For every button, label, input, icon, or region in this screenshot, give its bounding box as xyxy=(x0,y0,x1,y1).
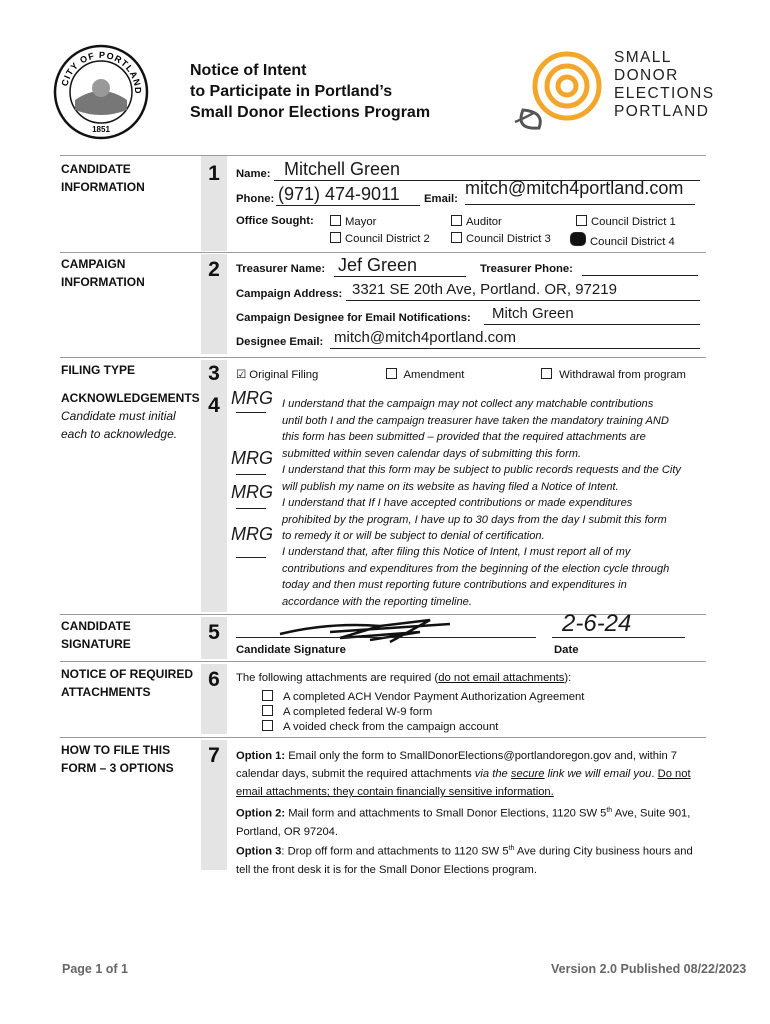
rule-3 xyxy=(60,357,706,358)
signature-line xyxy=(236,637,536,638)
treasurer-name-value: Jef Green xyxy=(338,255,418,275)
designee-email-label: Designee Email: xyxy=(236,336,324,348)
office-cd3[interactable] xyxy=(451,232,551,245)
option-3 xyxy=(236,840,711,879)
mayor-checkbox[interactable] xyxy=(330,215,341,226)
section-7-label xyxy=(61,741,174,777)
ack-3-prefix: I understand that xyxy=(282,497,366,509)
campaign-address-label: Campaign Address: xyxy=(236,288,343,300)
ack-4-line-1: I understand that, after filing this Notice of Intent, I must report all of my xyxy=(282,546,631,558)
office-mayor[interactable] xyxy=(330,215,376,228)
section-7-number: 7 xyxy=(208,744,220,767)
option-3-line-2: tell the front desk it is for the Small Donor Elections program. xyxy=(236,863,537,876)
option-3-line-1 xyxy=(236,840,711,861)
ack-4-line-4: accordance with the reporting timeline. xyxy=(282,595,472,608)
attachments-intro-underlined: do not email attachments xyxy=(438,672,565,684)
ack-3-line-1 xyxy=(282,495,710,512)
option-2-sup: th xyxy=(606,807,613,814)
section-4-number: 4 xyxy=(208,394,220,417)
cd4-label: Council District 4 xyxy=(590,236,675,248)
office-auditor[interactable] xyxy=(451,215,502,228)
ack-item-2 xyxy=(282,462,710,495)
title-line-2: to Participate in Portland’s xyxy=(190,83,393,100)
attachments-intro-end: ): xyxy=(564,672,572,684)
office-cd4[interactable] xyxy=(574,232,675,248)
option-2-label: Option 2: xyxy=(236,807,286,820)
rule-2 xyxy=(60,252,706,253)
email-value: mitch@mitch4portland.com xyxy=(465,178,684,198)
attachment-1-checkbox[interactable] xyxy=(262,690,273,701)
section-6-bar xyxy=(201,664,227,734)
ack-item-1 xyxy=(282,396,710,462)
section-1-bar xyxy=(201,156,227,251)
ack-3-line-1-text: If I have accepted contributions or made expenditures xyxy=(368,497,633,509)
attachment-item-3[interactable] xyxy=(262,720,498,733)
section-2-bar xyxy=(201,254,227,354)
section-2-label xyxy=(61,255,145,291)
ack-2-line-2: will publish my name on its website as having filed a Notice of Intent. xyxy=(282,480,619,493)
section-4-sub-2: each to acknowledge. xyxy=(61,427,178,441)
city-seal xyxy=(53,44,149,140)
campaign-address-value: 3321 SE 20th Ave, Portland. OR, 97219 xyxy=(352,281,617,298)
attachments-intro-text: The following attachments are required ( xyxy=(236,672,439,684)
date-label: Date xyxy=(554,644,579,656)
option-2-line-2: Portland, OR 97204. xyxy=(236,825,338,838)
section-1-label-line2: INFORMATION xyxy=(61,180,145,194)
cd3-label: Council District 3 xyxy=(466,233,551,245)
logo-line-3: ELECTIONS xyxy=(614,85,715,102)
treasurer-phone-field[interactable] xyxy=(582,261,698,276)
name-label: Name: xyxy=(236,168,271,180)
treasurer-name-field[interactable] xyxy=(334,255,466,277)
section-6-label-line1: NOTICE OF REQUIRED xyxy=(61,667,194,681)
option-1-do-not: Do not xyxy=(657,768,691,780)
option-3-sup: th xyxy=(508,845,515,852)
initials-3[interactable]: MRG xyxy=(231,482,273,502)
section-6-label xyxy=(61,665,193,701)
office-sought-label: Office Sought: xyxy=(236,215,314,227)
svg-text:CITY OF PORTLAND: CITY OF PORTLAND xyxy=(59,49,144,95)
section-5-number: 5 xyxy=(208,621,220,644)
filing-original[interactable] xyxy=(236,368,318,381)
initial-line-4 xyxy=(236,557,266,558)
ack-1-line-3: this form has been submitted – provided that the required attachments are xyxy=(282,431,646,444)
designee-email-field[interactable] xyxy=(330,329,700,349)
original-label: Original Filing xyxy=(249,369,319,381)
section-3-label: FILING TYPE xyxy=(61,363,136,377)
filing-withdrawal[interactable] xyxy=(541,368,686,381)
section-1-number: 1 xyxy=(208,162,220,185)
section-2-label-line2: INFORMATION xyxy=(61,275,145,289)
initial-line-3 xyxy=(236,508,266,509)
ack-3-line-2: prohibited by the program, I have up to 30 days from the day I submit this form xyxy=(282,513,667,526)
cd2-label: Council District 2 xyxy=(345,233,430,245)
designee-email-value: mitch@mitch4portland.com xyxy=(334,329,516,346)
option-1-line-3: email attachments; they contain financially sensitive information. xyxy=(236,786,554,798)
attachment-item-1[interactable] xyxy=(262,690,584,703)
ack-4-line-2: contributions and expenditures from the beginning of the election cycle through xyxy=(282,562,670,575)
designee-value: Mitch Green xyxy=(492,305,574,322)
mayor-label: Mayor xyxy=(345,216,377,228)
logo-line-2: DONOR xyxy=(614,67,679,84)
cd4-checkbox-checked[interactable] xyxy=(570,232,586,246)
withdrawal-checkbox[interactable] xyxy=(541,368,552,379)
phone-label: Phone: xyxy=(236,193,275,205)
option-1 xyxy=(236,747,711,801)
option-2-line-1 xyxy=(236,802,711,823)
initials-1[interactable]: MRG xyxy=(231,388,273,408)
attachments-intro xyxy=(236,672,571,684)
designee-field[interactable] xyxy=(484,305,700,325)
form-title xyxy=(190,60,430,123)
cd1-label: Council District 1 xyxy=(591,216,676,228)
attachment-item-2[interactable] xyxy=(262,705,432,718)
option-2 xyxy=(236,802,711,841)
option-3-text-a: : Drop off form and attachments to 1120 SW 5 xyxy=(281,845,509,858)
option-3-label: Option 3 xyxy=(236,845,282,858)
section-5-bar xyxy=(201,617,227,659)
option-1-secure: secure xyxy=(510,768,545,780)
section-4-label xyxy=(61,389,200,443)
section-2-number: 2 xyxy=(208,258,220,281)
option-1-text-a: Email only the form to SmallDonorElections@portlandoregon.gov and, within 7 xyxy=(288,750,678,762)
svg-text:1851: 1851 xyxy=(92,125,110,134)
option-1-text-b5: . xyxy=(651,768,658,780)
cd2-checkbox[interactable] xyxy=(330,232,341,243)
original-checkbox-checked[interactable]: ☑ xyxy=(236,369,247,381)
section-5-label-line1: CANDIDATE xyxy=(61,619,131,633)
rule-7 xyxy=(60,737,706,738)
treasurer-name-label: Treasurer Name: xyxy=(236,263,326,275)
signature-label: Candidate Signature xyxy=(236,644,346,656)
section-5-label xyxy=(61,617,131,653)
ack-2-line-1: I understand that this form may be subject to public records requests and the City xyxy=(282,464,681,476)
office-cd2[interactable] xyxy=(330,232,430,245)
logo-wordmark xyxy=(614,49,714,121)
initial-line-2 xyxy=(236,474,266,475)
option-1-text-b1: calendar days, submit the required attachments xyxy=(236,768,475,780)
title-line-1: Notice of Intent xyxy=(190,62,307,79)
section-3-4-bar xyxy=(201,360,227,612)
attachment-2-label: A completed federal W-9 form xyxy=(283,706,433,718)
filing-amendment[interactable] xyxy=(386,368,464,381)
initials-2[interactable]: MRG xyxy=(231,448,273,468)
date-value[interactable]: 2-6-24 xyxy=(562,610,632,637)
section-4-sub-1: Candidate must initial xyxy=(61,409,176,423)
attachment-1-label: A completed ACH Vendor Payment Authorization Agreement xyxy=(283,691,585,703)
designee-label-text: Campaign Designee for Email Notifications xyxy=(236,312,468,324)
initials-4[interactable]: MRG xyxy=(231,524,273,544)
option-1-label: Option 1: xyxy=(236,750,286,762)
email-label: Email: xyxy=(424,193,458,205)
title-line-3: Small Donor Elections Program xyxy=(190,104,431,121)
cd3-checkbox[interactable] xyxy=(451,232,462,243)
treasurer-phone-label: Treasurer Phone: xyxy=(480,263,573,275)
option-2-text-b: Ave, Suite 901, xyxy=(612,807,691,820)
ack-item-3 xyxy=(282,495,710,545)
small-donor-logo-mark xyxy=(505,42,617,138)
candidate-signature-scribble[interactable] xyxy=(270,614,470,644)
option-1-text-b4: link we will email you xyxy=(544,768,652,780)
ack-item-4 xyxy=(282,544,710,610)
rule-6 xyxy=(60,661,706,662)
attachment-3-label: A voided check from the campaign account xyxy=(283,721,499,733)
auditor-checkbox[interactable] xyxy=(451,215,462,226)
name-value: Mitchell Green xyxy=(284,159,401,179)
amendment-label: Amendment xyxy=(403,369,465,381)
email-field[interactable] xyxy=(465,180,695,205)
section-7-label-line2: FORM – 3 OPTIONS xyxy=(61,761,174,775)
version-text: Version 2.0 Published 08/22/2023 xyxy=(551,962,747,976)
auditor-label: Auditor xyxy=(466,216,502,228)
initial-line-1 xyxy=(236,412,266,413)
date-line xyxy=(552,637,685,638)
section-1-label xyxy=(61,160,145,196)
phone-field[interactable] xyxy=(276,184,420,206)
attachment-2-checkbox[interactable] xyxy=(262,705,273,716)
section-5-label-line2: SIGNATURE xyxy=(61,637,131,651)
option-2-text-a: Mail form and attachments to Small Donor Elections, 1120 SW 5 xyxy=(288,807,607,820)
designee-label: Campaign Designee for Email Notifications: xyxy=(236,312,471,324)
phone-value: (971) 474-9011 xyxy=(278,184,400,204)
ack-4-line-3: today and then must reporting future contributions and expenditures in xyxy=(282,579,627,592)
option-1-line-1 xyxy=(236,747,711,765)
option-3-text-b: Ave during City business hours and xyxy=(514,845,693,858)
section-6-number: 6 xyxy=(208,668,220,691)
campaign-address-field[interactable] xyxy=(346,281,700,301)
section-7-label-line1: HOW TO FILE THIS xyxy=(61,743,171,757)
option-1-line-2 xyxy=(236,765,711,783)
section-1-label-line1: CANDIDATE xyxy=(61,162,131,176)
office-cd1[interactable] xyxy=(576,215,676,228)
amendment-checkbox[interactable] xyxy=(386,368,397,379)
rule-top xyxy=(60,155,706,156)
cd1-checkbox[interactable] xyxy=(576,215,587,226)
section-7-bar xyxy=(201,740,227,870)
attachment-3-checkbox[interactable] xyxy=(262,720,273,731)
section-3-number: 3 xyxy=(208,362,220,385)
ack-1-line-1: I understand that the campaign may not collect any matchable contributions xyxy=(282,398,654,410)
section-4-label-line: ACKNOWLEDGEMENTS xyxy=(61,391,200,405)
page-number: Page 1 of 1 xyxy=(62,962,128,976)
logo-line-1: SMALL xyxy=(614,49,672,66)
ack-1-line-4: submitted within seven calendar days of submitting this form. xyxy=(282,447,582,460)
withdrawal-label: Withdrawal from program xyxy=(559,369,686,381)
section-2-label-line1: CAMPAIGN xyxy=(61,257,126,271)
logo-line-4: PORTLAND xyxy=(614,103,710,120)
option-1-text-b2: via the xyxy=(474,768,511,780)
ack-1-line-2: until both I and the campaign treasurer have taken the mandatory training AND xyxy=(282,414,669,427)
ack-3-line-3: to remedy it or will be subject to denial of certification. xyxy=(282,530,545,543)
section-6-label-line2: ATTACHMENTS xyxy=(61,685,151,699)
